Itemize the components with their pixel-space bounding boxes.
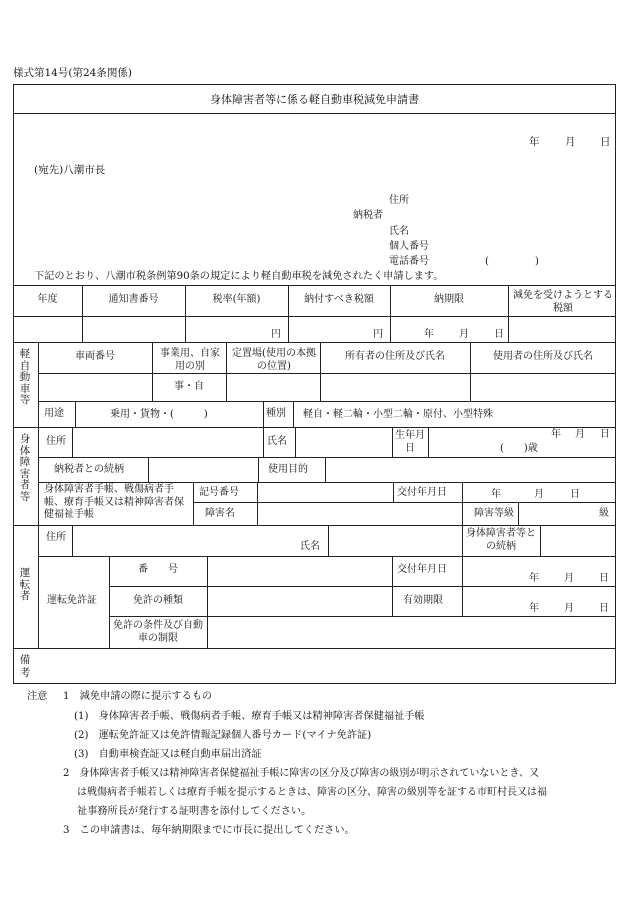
disabled-address-label: 住所 bbox=[46, 436, 66, 447]
driver-relation-label: 身体障害者等との続柄 bbox=[466, 528, 536, 552]
rule-driver-top bbox=[13, 525, 616, 526]
th-notice-number: 通知書番号 bbox=[108, 294, 159, 305]
vline-drv-addr bbox=[72, 525, 73, 556]
vline-drv-name bbox=[328, 525, 329, 556]
disabled-purpose-label: 使用目的 bbox=[268, 464, 308, 475]
intro-text: 下記のとおり、八潮市税条例第90条の規定により軽自動車税を減免されたく申請します。 bbox=[34, 271, 444, 282]
date-day: 日 bbox=[600, 136, 611, 148]
applicant-phone-label: 電話番号 bbox=[389, 256, 429, 267]
vehicle-biz-value: 事・自 bbox=[174, 381, 204, 392]
vline-dis-name-l bbox=[263, 427, 264, 457]
vline-drv-field bbox=[207, 556, 208, 648]
deadline-year: 年 bbox=[424, 329, 434, 340]
note-2-line-1: 2 身体障害者手帳又は精神障害者保健福祉手帳に障害の区分及び障害の級別が明示されていないとき、又 bbox=[63, 768, 539, 779]
driver-issue-date-label: 交付年月日 bbox=[397, 564, 447, 575]
vline-veh-2 bbox=[226, 342, 227, 401]
vline-dis-grade-r bbox=[518, 502, 519, 525]
th-tax-due: 納付すべき税額 bbox=[304, 294, 374, 305]
vline-drv-rel-r bbox=[540, 525, 541, 556]
vehicle-class-label: 種別 bbox=[266, 408, 286, 419]
vline-tax-5 bbox=[508, 285, 509, 342]
phone-paren-close: ) bbox=[535, 256, 539, 267]
driver-conditions-label: 免許の条件及び自動車の制限 bbox=[113, 620, 203, 644]
birth-day: 日 bbox=[600, 429, 610, 440]
dis-issue-year: 年 bbox=[491, 489, 501, 500]
section-remarks: 備考 bbox=[19, 654, 31, 679]
date-year: 年 bbox=[529, 136, 540, 148]
rule-tax-mid bbox=[13, 316, 616, 317]
vline-class-r bbox=[293, 401, 294, 427]
vline-tax-1 bbox=[82, 285, 83, 342]
driver-name-label: 氏名 bbox=[300, 541, 320, 552]
vline-dis-sym bbox=[257, 482, 258, 525]
disabled-grade-label: 障害等級 bbox=[474, 508, 514, 519]
drv-valid-year: 年 bbox=[529, 603, 539, 614]
vline-class-l bbox=[263, 401, 264, 427]
date-month: 月 bbox=[565, 136, 576, 148]
phone-paren-open: ( bbox=[485, 256, 489, 267]
dis-issue-month: 月 bbox=[534, 489, 544, 500]
rule-disabled-top bbox=[13, 427, 616, 428]
vline-usage bbox=[75, 401, 76, 427]
rule-remarks-top bbox=[13, 648, 616, 649]
vehicle-reg-number-label: 車両番号 bbox=[75, 351, 115, 362]
vline-drv-date-l bbox=[392, 556, 393, 616]
vehicle-storage-label: 定置場(使用の本拠の位置) bbox=[232, 348, 316, 372]
th-exempt-amount: 減免を受けようとする税額 bbox=[513, 290, 613, 314]
note-1: 1 減免申請の際に提示するもの bbox=[63, 691, 213, 702]
th-deadline: 納期限 bbox=[434, 294, 464, 305]
th-year: 年度 bbox=[37, 294, 58, 305]
rule-driver-h2 bbox=[109, 586, 616, 587]
note-1-3: (3) 自動車検査証又は軽自動車届出済証 bbox=[74, 749, 262, 760]
vline-veh-3 bbox=[320, 342, 321, 401]
deadline-month: 月 bbox=[459, 329, 469, 340]
rule-driver-h3 bbox=[109, 616, 616, 617]
disabled-relation-label: 納税者との続柄 bbox=[54, 464, 124, 475]
applicant-label: 納税者 bbox=[353, 210, 383, 221]
drv-valid-day: 日 bbox=[599, 603, 609, 614]
disabled-birth-label: 生年月日 bbox=[395, 430, 425, 454]
vehicle-owner-label: 所有者の住所及び氏名 bbox=[345, 351, 445, 362]
tax-rate-yen: 円 bbox=[271, 329, 281, 340]
driver-type-label: 免許の種類 bbox=[133, 595, 183, 606]
form-number: 様式第14号(第24条関係) bbox=[13, 67, 132, 79]
vline-dis-issue-l bbox=[393, 482, 394, 502]
vehicle-usage-label: 用途 bbox=[44, 408, 64, 419]
note-2-line-3: 祉事務所長が発行する証明書を添付してください。 bbox=[77, 806, 312, 817]
driver-address-label: 住所 bbox=[46, 532, 66, 543]
vline-tax-2 bbox=[185, 285, 186, 342]
vline-dis-addr bbox=[72, 427, 73, 457]
rule-driver-h1 bbox=[38, 556, 616, 557]
drv-valid-month: 月 bbox=[564, 603, 574, 614]
disabled-disability-name-label: 障害名 bbox=[205, 508, 235, 519]
driver-valid-label: 有効期限 bbox=[403, 595, 443, 606]
vline-dis-issue-r bbox=[462, 482, 463, 502]
vline-tax-4 bbox=[390, 285, 391, 342]
vehicle-class-value: 軽自・軽二輪・小型二輪・原付、小型特殊 bbox=[303, 409, 493, 420]
vline-dis-name-r bbox=[295, 427, 296, 457]
rule-vehicle-h1 bbox=[38, 373, 616, 374]
section-disabled: 身体障害者等 bbox=[19, 433, 31, 503]
form-title: 身体障害者等に係る軽自動車税減免申請書 bbox=[210, 93, 419, 106]
disabled-symbol-number-label: 記号番号 bbox=[199, 487, 239, 498]
addressee: (宛先)八潮市長 bbox=[34, 164, 106, 176]
applicant-name-label: 氏名 bbox=[389, 226, 409, 237]
vline-dis-purpose-r bbox=[325, 457, 326, 482]
drv-issue-year: 年 bbox=[529, 573, 539, 584]
vline-dis-purpose-l bbox=[258, 457, 259, 482]
birth-year: 年 bbox=[551, 429, 561, 440]
section-vehicle: 軽自動車等 bbox=[19, 348, 31, 406]
driver-license-label: 運転免許証 bbox=[47, 595, 97, 606]
applicant-address-label: 住所 bbox=[389, 195, 409, 206]
rule-disabled-h1 bbox=[38, 457, 616, 458]
disabled-name-label: 氏名 bbox=[267, 436, 287, 447]
birth-month: 月 bbox=[575, 429, 585, 440]
deadline-day: 日 bbox=[494, 329, 504, 340]
vline-tax-3 bbox=[288, 285, 289, 342]
notes-label: 注意 bbox=[27, 691, 48, 702]
vline-drv-rel-l bbox=[462, 525, 463, 556]
vline-dis-rel bbox=[148, 457, 149, 482]
applicant-personal-number-label: 個人番号 bbox=[389, 241, 429, 252]
vline-veh-4 bbox=[470, 342, 471, 401]
vline-dis-handbook bbox=[193, 482, 194, 525]
vehicle-usage-value: 乗用・貨物・( ) bbox=[110, 409, 208, 420]
drv-issue-month: 月 bbox=[564, 573, 574, 584]
rule-vehicle-h2 bbox=[38, 401, 616, 402]
vline-section-col bbox=[38, 342, 39, 648]
rule-vehicle-top bbox=[13, 342, 616, 343]
vline-dis-birth-r bbox=[428, 427, 429, 457]
dis-issue-day: 日 bbox=[570, 489, 580, 500]
section-driver: 運転者 bbox=[19, 567, 31, 602]
rule-title bbox=[13, 113, 616, 114]
note-2-line-2: は戦傷病者手帳若しくは療育手帳を提示するときは、障害の区分、障害の級別等を証する市町村長又は福 bbox=[77, 787, 547, 798]
th-tax-rate: 税率(年額) bbox=[212, 294, 261, 305]
note-1-1: (1) 身体障害者手帳、戦傷病者手帳、療育手帳又は精神障害者保健福祉手帳 bbox=[74, 711, 425, 722]
vehicle-user-label: 使用者の住所及び氏名 bbox=[493, 351, 593, 362]
disabled-handbook-label: 身体障害者手帳、戦傷病者手帳、療育手帳又は精神障害者保健福祉手帳 bbox=[44, 484, 184, 520]
vehicle-business-use-label: 事業用、自家用の別 bbox=[160, 348, 220, 372]
vline-dis-grade-l bbox=[462, 502, 463, 525]
note-3: 3 この申請書は、毎年納期限までに市長に提出してください。 bbox=[63, 825, 355, 836]
vline-veh-1 bbox=[152, 342, 153, 401]
note-1-2: (2) 運転免許証又は免許情報記録個人番号カード(マイナ免許証) bbox=[74, 730, 372, 741]
vline-drv-date-r bbox=[462, 556, 463, 616]
tax-due-yen: 円 bbox=[373, 329, 383, 340]
rule-tax-top bbox=[13, 285, 616, 286]
birth-age: ( )歳 bbox=[500, 443, 538, 454]
driver-number-label: 番 号 bbox=[138, 564, 178, 575]
disabled-issue-date-label: 交付年月日 bbox=[397, 487, 447, 498]
disabled-grade-unit: 級 bbox=[599, 508, 609, 519]
drv-issue-day: 日 bbox=[599, 573, 609, 584]
rule-disabled-h2 bbox=[38, 482, 616, 483]
vline-dis-birth-l bbox=[392, 427, 393, 457]
